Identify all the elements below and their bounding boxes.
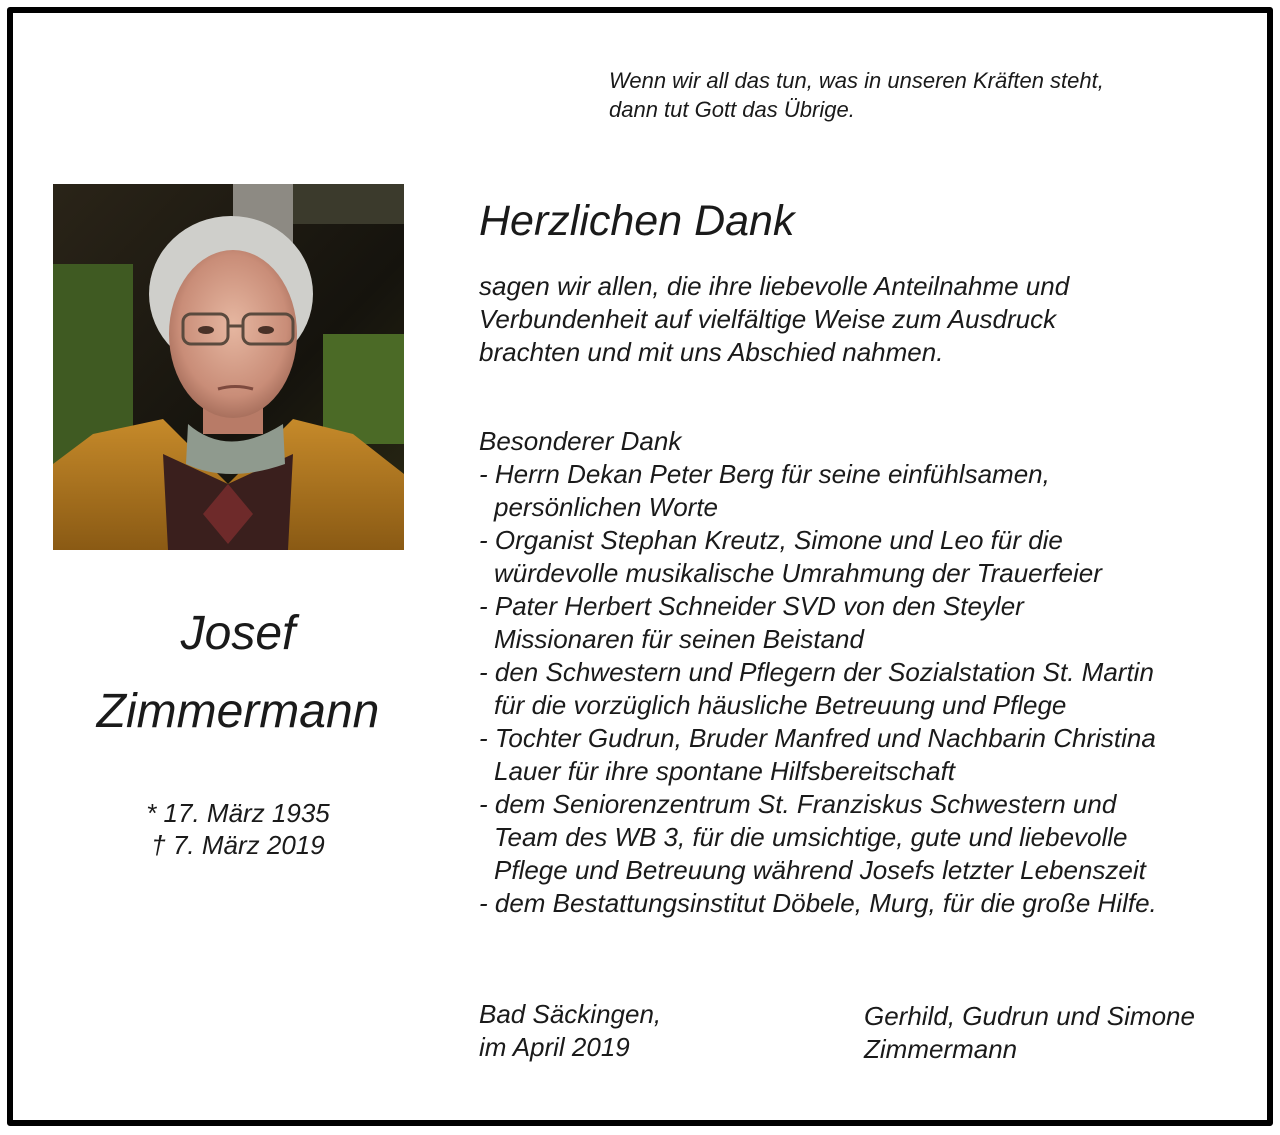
thanks-item-continuation: Missionaren für seinen Beistand [494,624,864,654]
family-names: Gerhild, Gudrun und Simone [864,1001,1195,1031]
birth-date: * 17. März 1935 [146,798,330,828]
special-thanks [479,425,1157,920]
life-dates [43,797,433,861]
thanks-item: - dem Seniorenzentrum St. Franziskus Schwestern und [479,789,1117,819]
motto-line: dann tut Gott das Übrige. [609,97,855,122]
thanks-item-continuation: für die vorzüglich häusliche Betreuung und Pflege [494,690,1067,720]
intro-line: brachten und mit uns Abschied nahmen. [479,337,944,367]
thanks-item: - Organist Stephan Kreutz, Simone und Leo für die [479,525,1063,555]
thanks-item-continuation: Team des WB 3, für die umsichtige, gute und liebevolle [494,822,1128,852]
family-signature [864,1000,1195,1066]
intro-paragraph [479,270,1069,369]
thanks-item: - Tochter Gudrun, Bruder Manfred und Nachbarin Christina [479,723,1156,753]
portrait-photo [53,184,404,550]
date-line: im April 2019 [479,1032,630,1062]
thanks-item: - dem Bestattungsinstitut Döbele, Murg, für die große Hilfe. [479,888,1157,918]
thanks-item-continuation: würdevolle musikalische Umrahmung der Trauerfeier [494,558,1102,588]
last-name: Zimmermann [96,685,380,738]
motto-quote [609,66,1104,124]
obituary-card [7,7,1273,1126]
intro-line: Verbundenheit auf vielfältige Weise zum Ausdruck [479,304,1057,334]
thanks-item: - Pater Herbert Schneider SVD von den Steyler [479,591,1024,621]
intro-line: sagen wir allen, die ihre liebevolle Anteilnahme und [479,271,1070,301]
thanks-heading: Herzlichen Dank [479,197,795,245]
thanks-item-continuation: Pflege und Betreuung während Josefs letzter Lebenszeit [494,855,1146,885]
motto-line: Wenn wir all das tun, was in unseren Kräften steht, [609,68,1104,93]
place-and-date [479,998,661,1064]
first-name: Josef [180,607,296,660]
family-surname: Zimmermann [864,1034,1018,1064]
place-line: Bad Säckingen, [479,999,662,1029]
thanks-item: - den Schwestern und Pflegern der Sozialstation St. Martin [479,657,1154,687]
thanks-item-continuation: persönlichen Worte [494,492,718,522]
deceased-name [43,595,433,751]
thanks-item-continuation: Lauer für ihre spontane Hilfsbereitschaft [494,756,956,786]
thanks-item: - Herrn Dekan Peter Berg für seine einfühlsamen, [479,459,1050,489]
death-date: † 7. März 2019 [151,830,325,860]
special-thanks-title: Besonderer Dank [479,426,682,456]
